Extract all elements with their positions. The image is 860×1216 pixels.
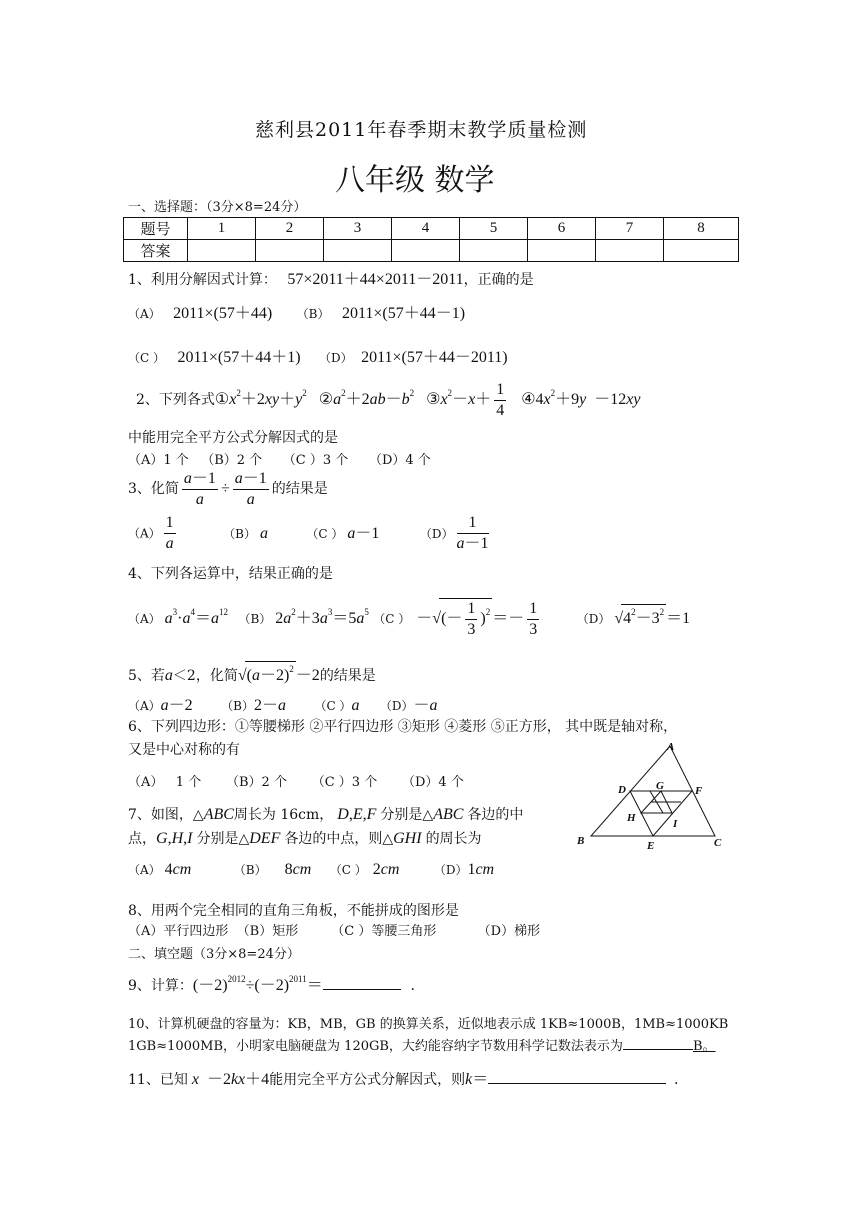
option-b-label: （B） bbox=[223, 526, 256, 541]
question-11-var: k＝ bbox=[465, 1071, 489, 1088]
option-a-expression: $a^3\cdot a^4=a^{12}$ bbox=[164, 607, 229, 628]
question-1-stem: 1、利用分解因式计算： bbox=[128, 272, 277, 288]
option-d-label: （D） bbox=[379, 699, 414, 713]
question-6-options: （A） 1 个 （B）2 个 （C ）3 个 （D）4 个 bbox=[128, 775, 464, 790]
question-2-formulas: $①x^2+2xy+y^2$ $②a^2+2ab-b^2$ $③x^2-x+$ $\frac{1}{4}$ $④4x^2+9y -12xy$ bbox=[214, 381, 641, 419]
answer-table-number: 6 bbox=[528, 218, 596, 240]
triangle-abc-label: ABC bbox=[433, 806, 464, 823]
question-2-options: （A）1 个 （B）2 个 （C ）3 个 （D）4 个 bbox=[128, 453, 431, 468]
question-7-text: 的周长为 bbox=[425, 831, 482, 847]
option-a-label: （A） bbox=[128, 863, 161, 877]
figure-label-a: A bbox=[667, 741, 675, 753]
question-10-unit: B。 bbox=[692, 1039, 716, 1054]
question-5-var: a bbox=[164, 667, 173, 684]
question-10-line-1: 10、计算机硬盘的容量为：KB，MB，GB 的换算关系，近似地表示成 1KB≈1000B，1MB≈1000KB bbox=[128, 1017, 729, 1032]
answer-cell[interactable] bbox=[256, 240, 324, 262]
answer-cell[interactable] bbox=[528, 240, 596, 262]
question-11-expression: x －2kx＋4 bbox=[191, 1071, 270, 1088]
question-11-answer-blank[interactable] bbox=[488, 1083, 666, 1084]
point-f-label: F bbox=[366, 806, 377, 823]
question-11: 11、已知 x －2kx＋4能用完全平方公式分解因式，则k＝ . bbox=[128, 1071, 679, 1088]
section-choice-heading: 一、选择题：（3分×8=24分） bbox=[128, 200, 307, 215]
option-a-label: （A） bbox=[128, 699, 161, 713]
answer-table-number: 1 bbox=[188, 218, 256, 240]
answer-table-number: 8 bbox=[664, 218, 739, 240]
figure-label-f: F bbox=[695, 785, 703, 797]
option-d-expression: $√4^2-3^2 =1$ bbox=[614, 610, 690, 627]
question-1 bbox=[128, 266, 534, 289]
answer-cell[interactable] bbox=[664, 240, 739, 262]
triangle-def-label: DEF bbox=[249, 830, 281, 847]
answer-table-number: 4 bbox=[392, 218, 460, 240]
question-6: 6、下列四边形：①等腰梯形 ②平行四边形 ③矩形 ④菱形 ⑤正方形， 其中既是轴对称， bbox=[128, 719, 678, 735]
option-d-label: （D） bbox=[576, 612, 611, 627]
question-9-answer-blank[interactable] bbox=[323, 989, 401, 990]
question-2 bbox=[136, 380, 640, 421]
option-c-expression: 2cm bbox=[372, 861, 400, 878]
option-d-expression: 1cm bbox=[467, 861, 495, 878]
question-7-text: 各边的中点，则△ bbox=[284, 831, 394, 847]
option-b-expression: 2－a bbox=[253, 697, 286, 714]
question-1-tail: ，正确的是 bbox=[463, 272, 534, 288]
figure-label-e: E bbox=[647, 840, 655, 852]
question-11-stem: 11、已知 bbox=[128, 1072, 188, 1088]
option-c-expression: －√(－ $\frac{1}{3}$ )$^2$ ＝－ $\frac{1}{3}$ bbox=[416, 600, 538, 638]
question-7-text: 周长为 16cm， bbox=[233, 807, 334, 823]
question-5-expression: $√(a-2)^2 -2$ bbox=[238, 667, 320, 684]
question-5 bbox=[128, 661, 376, 685]
question-2-stem: 2、下列各式 bbox=[136, 392, 215, 409]
question-3-tail: 的结果是 bbox=[271, 481, 328, 498]
question-7-text: 点， bbox=[128, 831, 156, 847]
question-10-line-2 bbox=[128, 1035, 716, 1054]
point-i-label: I bbox=[187, 830, 193, 847]
figure-label-g: G bbox=[656, 780, 664, 792]
question-2-continuation: 中能用完全平方公式分解因式的是 bbox=[128, 430, 338, 446]
option-b-label: （B） bbox=[296, 307, 330, 321]
triangle-abc-label: ABC bbox=[203, 806, 234, 823]
question-10-answer-blank[interactable] bbox=[623, 1049, 693, 1050]
answer-table bbox=[123, 217, 739, 262]
points-def-label: D bbox=[337, 806, 349, 823]
question-9-expression: $(-2)^{2012}\div(-2)^{2011}=$ bbox=[192, 974, 323, 994]
answer-table-header-label: 题号 bbox=[124, 218, 188, 240]
question-3-expression: $\frac{a-1}{a}$ ÷ $\frac{a-1}{a}$ bbox=[183, 470, 267, 508]
option-d-expression: 2011×(57＋44－2011) bbox=[361, 349, 508, 366]
question-3-options bbox=[128, 513, 492, 554]
option-b-label: （B） bbox=[238, 612, 272, 627]
option-b-label: （B） bbox=[233, 863, 267, 877]
triangle-figure bbox=[575, 740, 735, 858]
answer-cell[interactable] bbox=[188, 240, 256, 262]
question-5-stem: 5、若 bbox=[128, 668, 165, 684]
question-5-options bbox=[128, 692, 438, 715]
option-d-expression: $\frac{1}{a-1}$ bbox=[456, 514, 489, 552]
option-a-label: （A） bbox=[128, 612, 161, 627]
figure-label-c: C bbox=[714, 837, 722, 849]
option-c-label: （C ） bbox=[314, 699, 352, 713]
question-7-line-2: 点，G,H,I 分别是△DEF 各边的中点，则△GHI 的周长为 bbox=[128, 830, 482, 847]
question-9: 9、计算：$(-2)^{2012}\div(-2)^{2011}=$ . bbox=[128, 974, 415, 994]
answer-table-number: 3 bbox=[324, 218, 392, 240]
answer-table-number: 2 bbox=[256, 218, 324, 240]
question-5-condition: ＜2，化简 bbox=[172, 668, 238, 684]
exam-title: 八年级 数学 bbox=[335, 163, 495, 198]
question-8: 8、用两个完全相同的直角三角板，不能拼成的图形是 bbox=[128, 903, 459, 919]
option-c-expression: a bbox=[351, 697, 360, 714]
question-7-text: 分别是△ bbox=[380, 807, 434, 823]
option-d-label: （D） bbox=[419, 526, 454, 541]
question-9-stem: 9、计算： bbox=[128, 978, 193, 994]
question-4: 4、下列各运算中，结果正确的是 bbox=[128, 566, 333, 582]
answer-cell[interactable] bbox=[324, 240, 392, 262]
question-7-text: 各边的中 bbox=[467, 807, 524, 823]
option-a-expression: a－2 bbox=[160, 697, 193, 714]
question-1-options-ab bbox=[128, 300, 465, 323]
option-c-label: （C ） bbox=[306, 526, 344, 541]
question-3-stem: 3、化简 bbox=[128, 481, 179, 498]
option-a-label: （A） bbox=[128, 307, 161, 321]
option-a-expression: 2011×(57＋44) bbox=[173, 305, 273, 322]
exam-subtitle: 慈利县2011年春季期末教学质量检测 bbox=[255, 119, 588, 141]
question-10-text: 1GB≈1000MB，小明家电脑硬盘为 120GB，大约能容纳字节数用科学记数法表示为 bbox=[128, 1039, 623, 1054]
option-b-expression: $2a^2+3a^3=5a^5$ bbox=[275, 607, 369, 628]
option-a-expression: $\frac{1}{a}$ bbox=[165, 514, 174, 552]
option-d-label: （D） bbox=[319, 351, 353, 365]
question-6-continuation: 又是中心对称的有 bbox=[128, 742, 240, 758]
triangle-ghi-label: GHI bbox=[393, 830, 422, 847]
option-b-expression: a bbox=[259, 524, 268, 542]
answer-cell[interactable] bbox=[596, 240, 664, 262]
question-11-tail: 能用完全平方公式分解因式，则 bbox=[269, 1072, 466, 1088]
question-4-options bbox=[128, 598, 690, 640]
option-b-expression: 2011×(57＋44－1) bbox=[341, 305, 466, 322]
question-7-text: 7、如图，△ bbox=[128, 807, 204, 823]
point-h-label: H bbox=[171, 830, 184, 847]
figure-label-h: H bbox=[627, 812, 636, 824]
question-3 bbox=[128, 469, 328, 510]
question-7-line-1: 7、如图，△ABC周长为 16cm， D,E,F 分别是△ABC 各边的中 bbox=[128, 806, 524, 823]
option-c-label: （C ） bbox=[373, 612, 411, 627]
option-b-expression: 8cm bbox=[284, 861, 312, 878]
question-5-tail: 的结果是 bbox=[319, 668, 376, 684]
question-7-text: 分别是△ bbox=[196, 831, 250, 847]
section-fill-heading: 二、填空题（3分×8=24分） bbox=[128, 947, 300, 962]
option-a-expression: 4cm bbox=[164, 861, 192, 878]
option-c-expression: a－1 bbox=[347, 524, 380, 542]
point-e-label: E bbox=[352, 806, 363, 823]
question-7-options bbox=[128, 861, 494, 879]
answer-cell[interactable] bbox=[460, 240, 528, 262]
figure-label-d: D bbox=[618, 784, 626, 796]
question-8-options: （A）平行四边形 （B）矩形 （C ）等腰三角形 （D）梯形 bbox=[128, 924, 541, 939]
question-1-options-cd bbox=[128, 344, 508, 367]
answer-cell[interactable] bbox=[392, 240, 460, 262]
option-b-label: （B） bbox=[221, 699, 254, 713]
points-ghi-label: G bbox=[156, 830, 168, 847]
option-c-expression: 2011×(57＋44＋1) bbox=[177, 349, 301, 366]
option-c-label: （C ） bbox=[329, 863, 367, 877]
figure-label-i: I bbox=[673, 818, 678, 830]
answer-table-answer-label: 答案 bbox=[124, 240, 188, 262]
question-1-expression: 57×2011＋44×2011－2011 bbox=[287, 271, 464, 288]
option-d-expression: －a bbox=[413, 697, 438, 714]
answer-table-number: 7 bbox=[596, 218, 664, 240]
option-c-label: （C ） bbox=[128, 351, 165, 365]
figure-label-b: B bbox=[577, 835, 585, 847]
option-a-label: （A） bbox=[128, 526, 161, 541]
option-d-label: （D） bbox=[433, 863, 468, 877]
answer-table-number: 5 bbox=[460, 218, 528, 240]
